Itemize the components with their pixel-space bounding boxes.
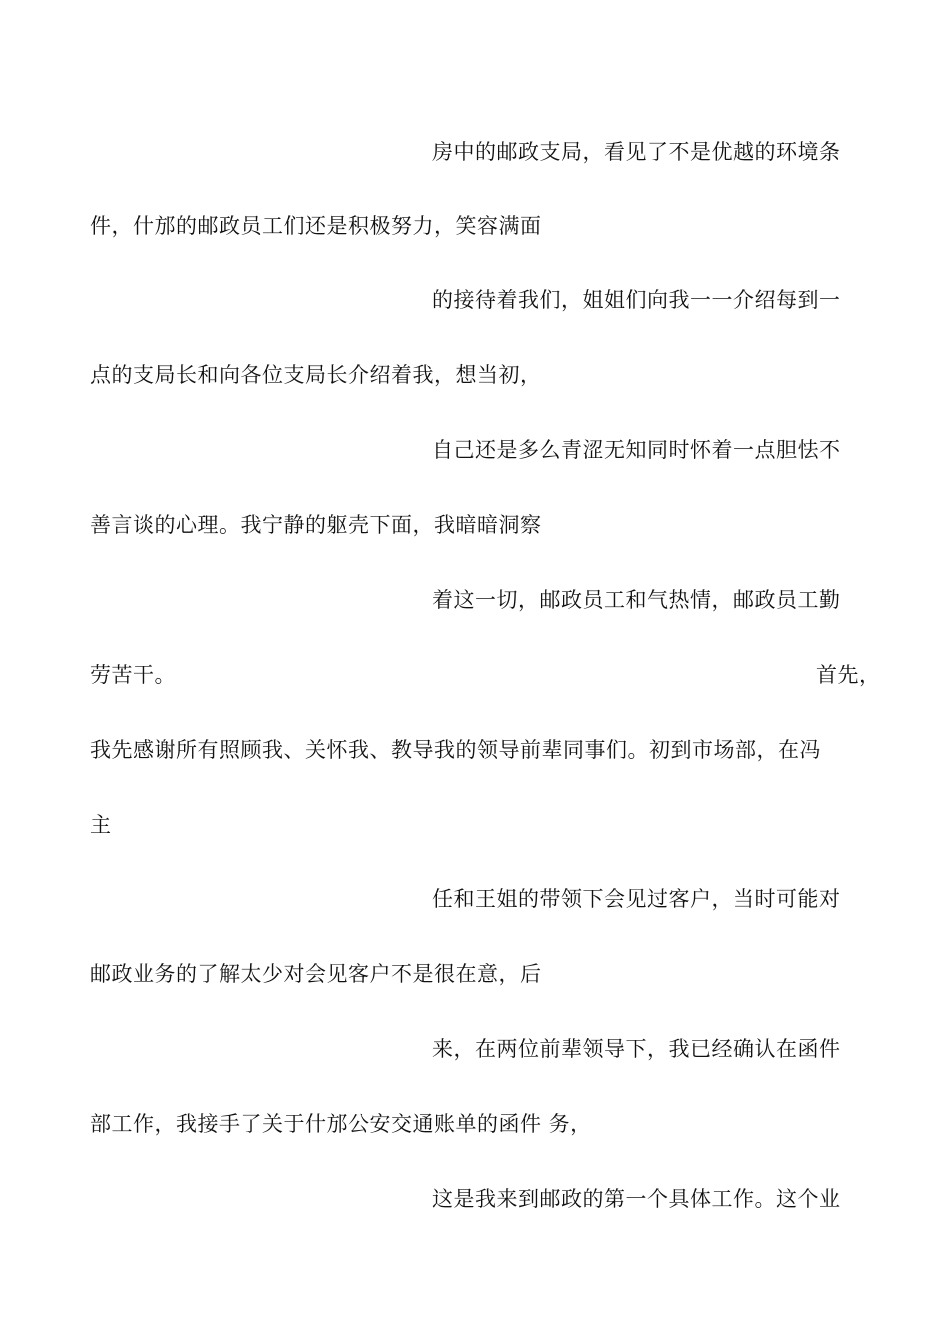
text-line: 件，什邡的邮政员工们还是积极努力，笑容满面 [90, 214, 542, 238]
text-line: 着这一切，邮政员工和气热情，邮政员工勤 [432, 588, 841, 612]
text-line: 房中的邮政支局，看见了不是优越的环境条 [432, 140, 841, 164]
text-line: 劳苦干。 [90, 663, 176, 687]
text-line: 来，在两位前辈领导下，我已经确认在函件 [432, 1037, 841, 1061]
text-line: 首先， [816, 663, 881, 687]
text-line: 的接待着我们，姐姐们向我一一介绍每到一 [432, 288, 841, 312]
text-line: 主 [90, 813, 112, 837]
text-line: 善言谈的心理。我宁静的躯壳下面，我暗暗洞察 [90, 513, 542, 537]
text-line: 部工作，我接手了关于什邡公安交通账单的函件 务， [90, 1112, 592, 1136]
text-line: 邮政业务的了解太少对会见客户不是很在意，后 [90, 962, 542, 986]
text-line: 自己还是多么青涩无知同时怀着一点胆怯不 [432, 438, 841, 462]
text-line: 我先感谢所有照顾我、关怀我、教导我的领导前辈同事们。初到市场部，在冯 [90, 738, 821, 762]
text-line: 这是我来到邮政的第一个具体工作。这个业 [432, 1187, 841, 1211]
text-line: 点的支局长和向各位支局长介绍着我，想当初， [90, 363, 542, 387]
text-line: 任和王姐的带领下会见过客户，当时可能对 [432, 887, 841, 911]
